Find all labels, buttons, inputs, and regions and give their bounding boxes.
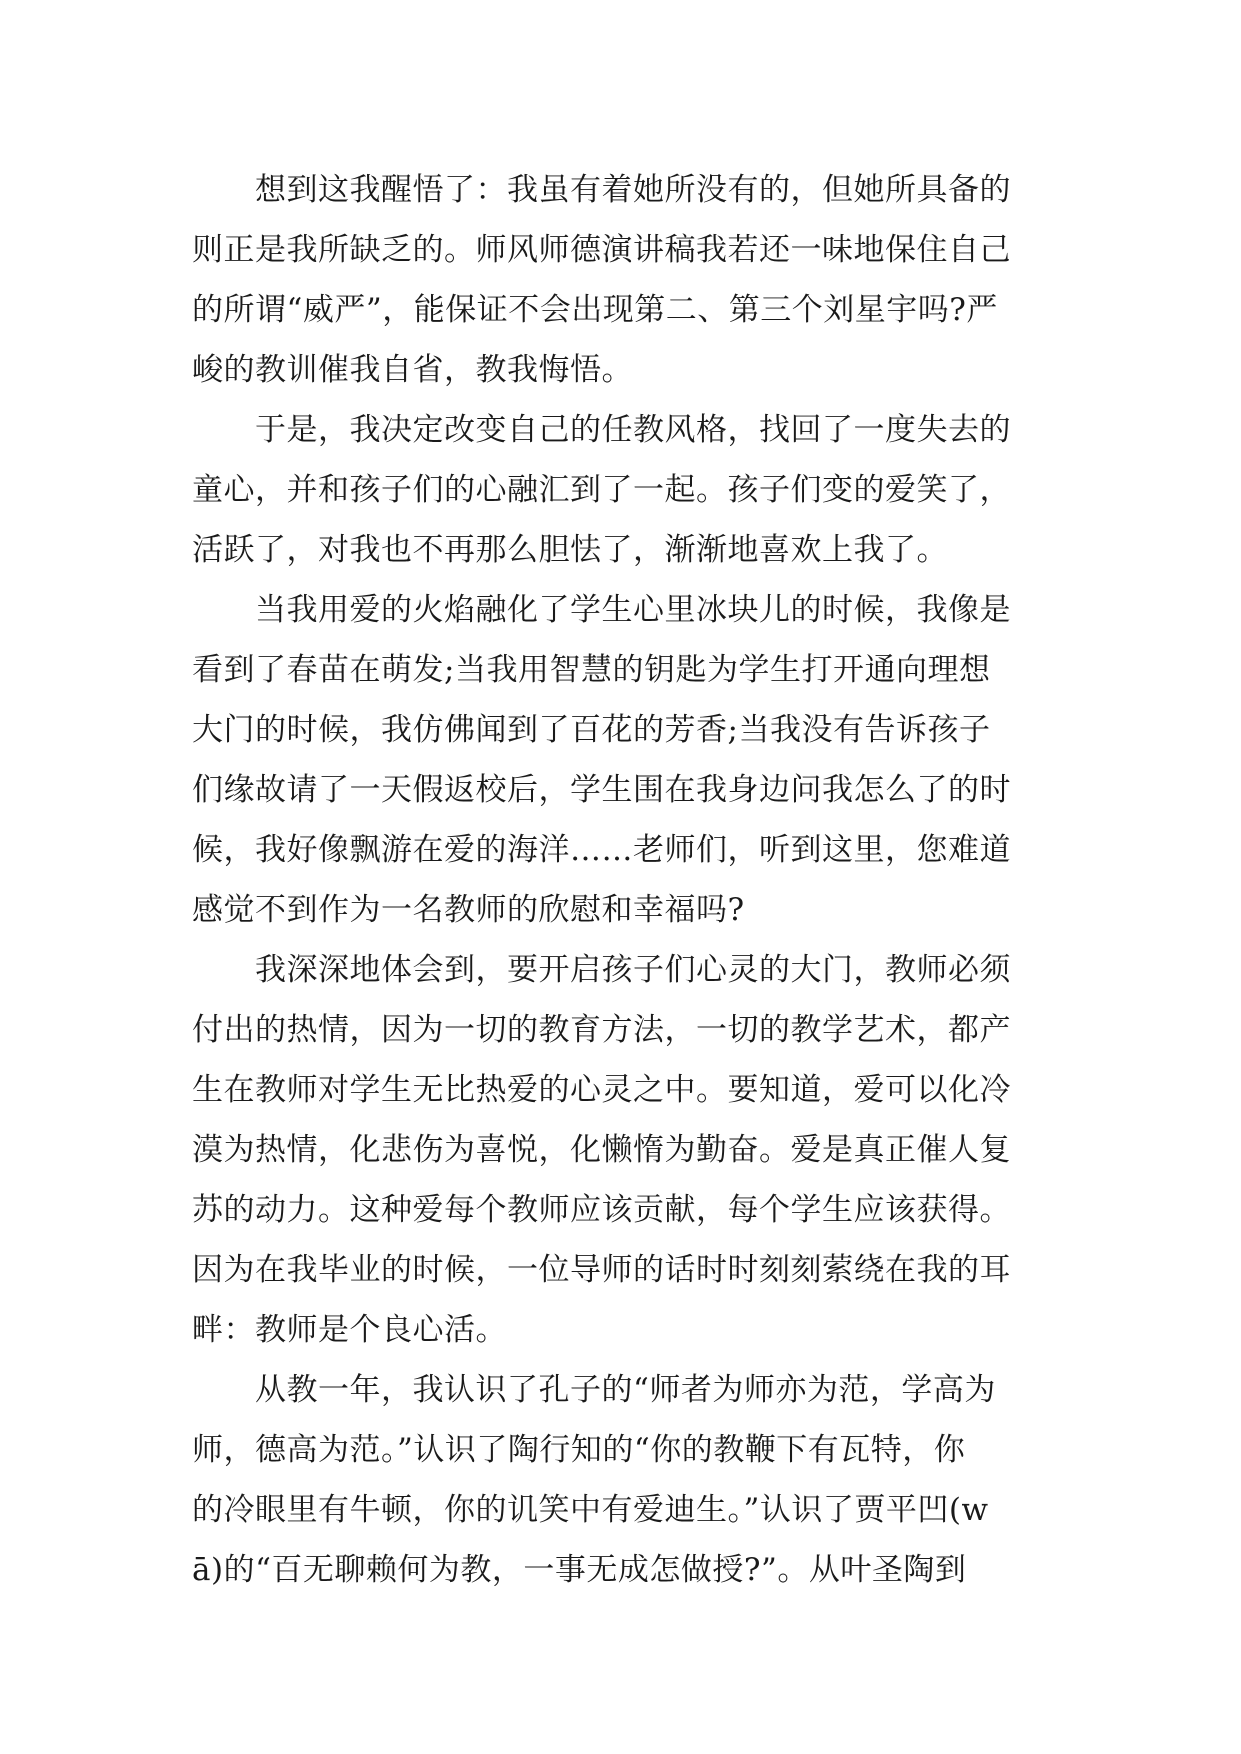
text-line: 峻的教训催我自省，教我悔悟。	[192, 352, 633, 388]
paragraph-5	[192, 1360, 1050, 1600]
text-line: 生在教师对学生无比热爱的心灵之中。要知道，爱可以化冷	[192, 1072, 1011, 1108]
text-line: 童心，并和孩子们的心融汇到了一起。孩子们变的爱笑了，	[192, 472, 1011, 508]
text-line: 从教一年，我认识了孔子的“师者为师亦为范，学高为	[255, 1372, 996, 1408]
text-line: 感觉不到作为一名教师的欣慰和幸福吗?	[192, 892, 745, 928]
paragraph-1	[192, 160, 1050, 400]
text-line: 们缘故请了一天假返校后，学生围在我身边问我怎么了的时	[192, 772, 1011, 808]
text-line: 师，德高为范。”认识了陶行知的“你的教鞭下有瓦特，你	[192, 1432, 966, 1468]
paragraph-2	[192, 400, 1050, 580]
text-line: 漠为热情，化悲伤为喜悦，化懒惰为勤奋。爱是真正催人复	[192, 1132, 1011, 1168]
text-line: 想到这我醒悟了：我虽有着她所没有的，但她所具备的	[255, 172, 1011, 208]
text-line: 候，我好像飘游在爱的海洋……老师们，听到这里，您难道	[192, 832, 1011, 868]
text-line: 看到了春苗在萌发;当我用智慧的钥匙为学生打开通向理想	[192, 652, 991, 688]
text-line: 活跃了，对我也不再那么胆怯了，渐渐地喜欢上我了。	[192, 532, 948, 568]
text-line: 付出的热情，因为一切的教育方法，一切的教学艺术，都产	[192, 1012, 1011, 1048]
text-line: 于是，我决定改变自己的任教风格，找回了一度失去的	[255, 412, 1011, 448]
text-line: 当我用爱的火焰融化了学生心里冰块儿的时候，我像是	[255, 592, 1011, 628]
text-line: 则正是我所缺乏的。师风师德演讲稿我若还一味地保住自己	[192, 232, 1011, 268]
text-line: 的冷眼里有牛顿，你的讥笑中有爱迪生。”认识了贾平凹(w	[192, 1492, 989, 1528]
text-line: 我深深地体会到，要开启孩子们心灵的大门，教师必须	[255, 952, 1011, 988]
document-body	[192, 160, 1050, 1600]
text-line: 的所谓“威严”，能保证不会出现第二、第三个刘星宇吗?严	[192, 292, 998, 328]
text-line: 畔：教师是个良心活。	[192, 1312, 507, 1348]
text-line: ā)的“百无聊赖何为教，一事无成怎做授?”。从叶圣陶到	[192, 1552, 967, 1588]
text-line: 因为在我毕业的时候，一位导师的话时时刻刻萦绕在我的耳	[192, 1252, 1011, 1288]
text-line: 大门的时候，我仿佛闻到了百花的芳香;当我没有告诉孩子	[192, 712, 991, 748]
paragraph-4	[192, 940, 1050, 1360]
text-line: 苏的动力。这种爱每个教师应该贡献，每个学生应该获得。	[192, 1192, 1011, 1228]
paragraph-3	[192, 580, 1050, 940]
